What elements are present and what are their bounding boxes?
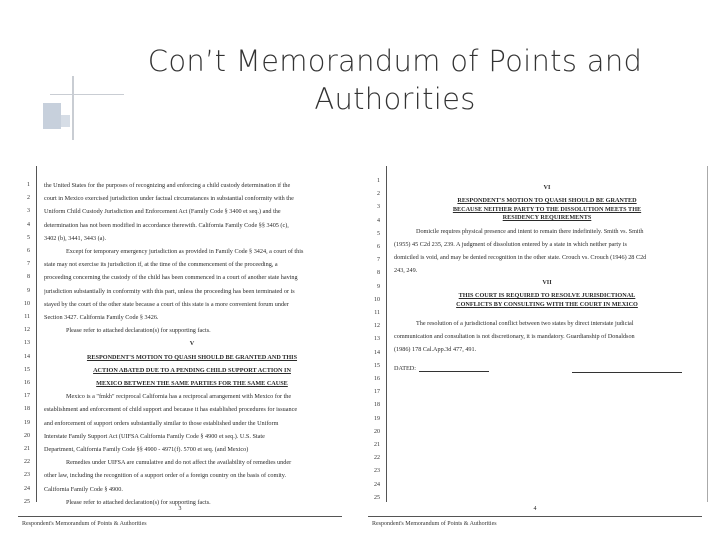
document-text-line: Please refer to attached declaration(s) for supporting facts. (66, 327, 211, 335)
document-text-line: stayed by the court of the other state because a court of this state is a more convenient forum under (44, 300, 289, 308)
line-number: 4 (27, 221, 30, 228)
line-number: 1 (377, 178, 380, 184)
page-footer: Respondent's Memorandum of Points & Authorities (372, 521, 497, 527)
document-text-line: the United States for the purposes of recognizing and enforcing a child custody determination if the (44, 182, 291, 189)
line-number: 18 (374, 402, 380, 409)
footer-rule (18, 516, 342, 517)
line-number: 5 (377, 230, 380, 237)
document-text-line: 243, 249. (394, 267, 418, 275)
document-text-line: Uniform Child Custody Jurisdiction and Enforcement Act (Family Code § 3400 et seq.) and the (44, 208, 281, 216)
page-footer: Respondent's Memorandum of Points & Authorities (22, 521, 147, 527)
line-number: 25 (24, 498, 30, 505)
line-number: 20 (374, 428, 380, 435)
slide-title (100, 42, 690, 118)
document-text-line: Please refer to attached declaration(s) for supporting facts. (66, 498, 211, 506)
line-number: 16 (374, 376, 380, 382)
line-number: 20 (24, 432, 30, 439)
title-accent-vertical (72, 76, 74, 140)
line-number: 11 (24, 314, 30, 320)
line-number: 1 (27, 182, 30, 188)
line-number: 14 (24, 353, 30, 360)
document-page-left (8, 162, 352, 530)
signature-blank-line (572, 372, 682, 373)
line-number: 2 (27, 195, 30, 202)
document-text-line: DATED: (394, 365, 700, 372)
line-number: 4 (377, 217, 380, 224)
document-text-line: court in Mexico exercised jurisdiction under factual circumstances in substantial conformity with the (44, 195, 294, 203)
line-number: 13 (24, 340, 30, 347)
line-number: 17 (374, 389, 380, 396)
line-number: 17 (24, 393, 30, 400)
document-text-line: jurisdiction substantially in conformity with this part, unless the proceeding has been terminated or is (44, 287, 295, 295)
line-number: 6 (27, 248, 30, 254)
document-text-line: RESPONDENT'S MOTION TO QUASH SHOULD BE GRANTED AND THIS (86, 353, 298, 361)
line-number: 24 (374, 481, 380, 488)
line-number: 8 (27, 274, 30, 281)
document-text-line: domiciled is void, and may be denied recognition in the other state. Crouch vs. Crouch (1946) 28 C2d (394, 253, 647, 261)
document-page-right (358, 162, 712, 530)
slide-title-line-2: Authorities (314, 82, 476, 116)
document-text-line: 3402 (b), 3441, 3443 (a). (44, 234, 107, 242)
line-number: 7 (377, 257, 380, 264)
line-number: 24 (24, 485, 30, 492)
document-text-line: Section 3427. California Family Code § 3426. (44, 314, 159, 321)
document-text-line: Department, California Family Code §§ 4900 - 4971(f). 5700 et seq. (and Mexico) (44, 446, 249, 453)
document-text-line: BECAUSE NEITHER PARTY TO THE DISSOLUTION MEETS THE (452, 205, 642, 213)
line-number: 18 (24, 406, 30, 413)
line-number: 25 (374, 494, 380, 501)
line-number: 10 (374, 296, 380, 303)
document-text-line: The resolution of a jurisdictional conflict between two states by direct interstate judicial (416, 319, 634, 327)
line-number: 2 (377, 191, 380, 198)
line-number: 12 (374, 323, 380, 330)
line-number: 5 (27, 234, 30, 241)
document-text-line: RESIDENCY REQUIREMENTS (502, 214, 592, 222)
page-margin-rule (386, 166, 387, 502)
document-text-line: communication and consultation is not discretionary, it is mandatory. Guardianship of Donaldson (394, 333, 635, 341)
line-number: 6 (377, 244, 380, 250)
document-text-line: other law, including the recognition of a support order of a foreign country on the basis of comity. (44, 472, 286, 480)
line-number: 7 (27, 261, 30, 268)
document-text-line: California Family Code § 4900. (44, 485, 123, 493)
document-text-line: VII (542, 279, 552, 286)
slide-title-line-1: Con’t Memorandum of Points and (147, 44, 643, 78)
document-text-line: Interstate Family Support Act (UIFSA California Family Code § 4900 et seq.). U.S. State (44, 432, 265, 440)
line-number: 21 (374, 442, 380, 448)
title-accent-block (43, 103, 61, 129)
line-number: 15 (24, 366, 30, 373)
document-text-line: establishment and enforcement of child support and because it has established procedures for issuance (44, 406, 298, 414)
document-text-line: V (189, 340, 195, 348)
line-number: 8 (377, 270, 380, 277)
footer-rule (368, 516, 702, 517)
line-number: 22 (24, 459, 30, 466)
document-text-line: determination has not been modified in accordance therewith. California Family Code §§ 3405 (c), (44, 221, 289, 229)
document-text-line: THIS COURT IS REQUIRED TO RESOLVE JURISDICTIONAL (458, 292, 636, 300)
line-number: 3 (27, 208, 30, 215)
page-margin-rule (36, 166, 37, 502)
document-text-line: (1986) 178 Cal.App.3d 477, 491. (394, 346, 477, 354)
line-number: 23 (374, 468, 380, 475)
line-number: 10 (24, 300, 30, 307)
page-right-margin-rule (707, 166, 708, 502)
line-number: 16 (24, 380, 30, 386)
document-text-line: CONFLICTS BY CONSULTING WITH THE COURT IN MEXICO (456, 300, 638, 308)
line-number: 14 (374, 349, 380, 356)
line-number: 9 (377, 283, 380, 290)
line-number: 21 (24, 446, 30, 452)
page-number: 3 (178, 506, 182, 512)
document-text-line: Except for temporary emergency jurisdiction as provided in Family Code § 3424, a court of this (66, 248, 304, 255)
page-number: 4 (533, 506, 537, 512)
line-number: 3 (377, 204, 380, 211)
line-number: 19 (24, 419, 30, 426)
document-text-line: ACTION ABATED DUE TO A PENDING CHILD SUPPORT ACTION IN (93, 366, 291, 374)
document-text-line: Remedies under UIFSA are cumulative and do not affect the availability of remedies under (66, 459, 292, 467)
document-text-line: and enforcement of support orders substantially similar to those established under the Uniform (44, 419, 279, 427)
document-text-line: Mexico is a "fmkh" reciprocal California has a reciprocal arrangement with Mexico for the (66, 393, 292, 401)
line-number: 23 (24, 472, 30, 479)
line-number: 13 (374, 336, 380, 343)
line-number: 11 (374, 310, 380, 316)
date-blank-line (419, 371, 489, 372)
document-text-line: Domicile requires physical presence and intent to remain there indefinitely. Smith vs. Smith (416, 227, 644, 235)
document-text-line: proceeding concerning the custody of the child has been commenced in a court of another state having (44, 274, 298, 282)
line-number: 9 (27, 287, 30, 294)
document-text-line: RESPONDENT'S MOTION TO QUASH SHOULD BE GRANTED (457, 197, 637, 205)
line-number: 15 (374, 362, 380, 369)
line-number: 12 (24, 327, 30, 334)
line-number: 22 (374, 455, 380, 462)
document-text-line: (1955) 45 C2d 235, 239. A judgment of dissolution entered by a state in which neither party is (394, 240, 627, 248)
title-accent-block-small (61, 115, 70, 127)
document-text-line: state may not exercise its jurisdiction if, at the time of the commencement of the proceeding, a (44, 261, 278, 269)
document-text-line: VI (543, 183, 551, 191)
document-text-line: MEXICO BETWEEN THE SAME PARTIES FOR THE SAME CAUSE (96, 380, 288, 387)
line-number: 19 (374, 415, 380, 422)
